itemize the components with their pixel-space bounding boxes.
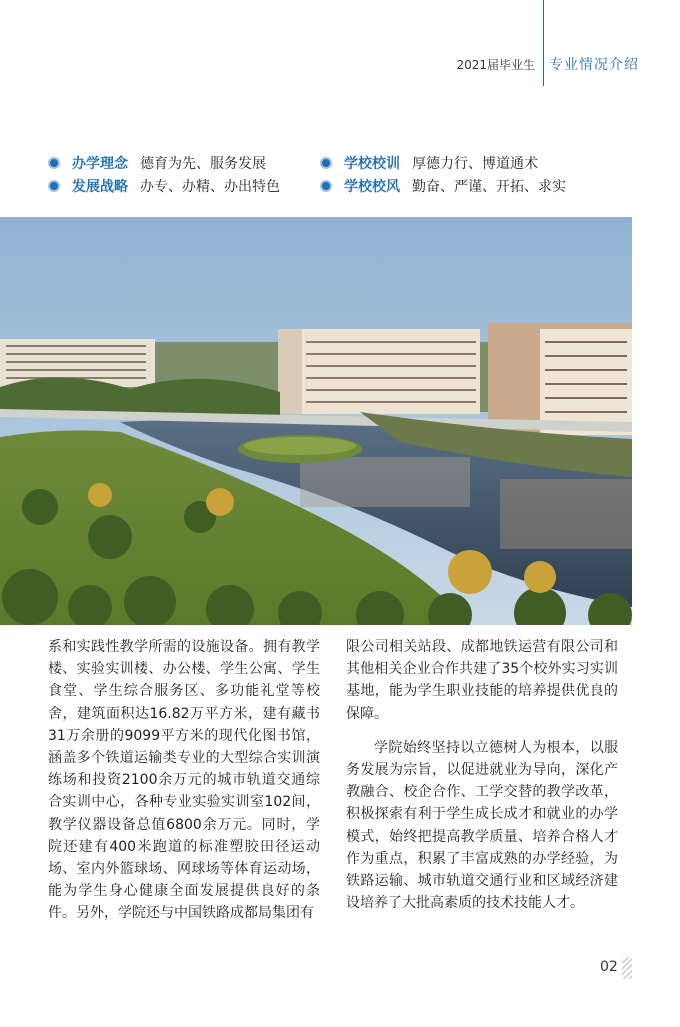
- motto-value: 厚德力行、博道通术: [412, 156, 538, 172]
- motto-value: 办专、办精、办出特色: [140, 179, 280, 195]
- motto-key: 学校校训: [344, 156, 400, 172]
- campus-photo: [0, 217, 632, 625]
- bullet-icon: [320, 157, 332, 169]
- bullet-icon: [320, 180, 332, 192]
- motto-item: [48, 176, 280, 196]
- motto-item: [320, 153, 538, 173]
- motto-value: 勤奋、严谨、开拓、求实: [412, 179, 566, 195]
- motto-key: 发展战略: [72, 179, 128, 195]
- page-number: 02: [600, 959, 618, 975]
- header-section-title: 专业情况介绍: [549, 57, 639, 73]
- motto-key: 学校校风: [344, 179, 400, 195]
- body-paragraph: 学院始终坚持以立德树人为根本，以服务发展为宗旨，以促进就业为导向，深化产教融合、校企合作、工学交替的教学改革，积极探索有利于学生成长成才和就业的办学模式，始终把提高教学质量、培养合格人才作为重点，积累了丰富成熟的办学经验，为铁路运输、城市轨道交通行业和区域经济建设培养了大批高素质的技术技能人才。: [346, 739, 618, 912]
- body-text-left-column: 系和实践性教学所需的设施设备。拥有教学楼、实验实训楼、办公楼、学生公寓、学生食堂、学生综合服务区、多功能礼堂等校舍，建筑面积达16.82万平方米，建有藏书31万余册的9099平方米的现代化图书馆，涵盖多个铁道运输类专业的大型综合实训演练场和投资2100余万元的城市轨道交通综合实训中心，各种专业实验实训室102间，教学仪器设备总值6800余万元。同时，学院还建有400米跑道的标准塑胶田径运动场、室内外篮球场、网球场等体育运动场，能为学生身心健康全面发展提供良好的条件。另外，学院还与中国铁路成都局集团有: [48, 639, 320, 922]
- motto-key: 办学理念: [72, 156, 128, 172]
- motto-item: [320, 176, 566, 196]
- body-text-right-column: [346, 636, 618, 914]
- bullet-icon: [48, 157, 60, 169]
- header-divider: [543, 0, 544, 86]
- header-year-label: 2021届毕业生: [456, 58, 535, 72]
- motto-item: [48, 153, 266, 173]
- page-number-decoration: [622, 957, 632, 979]
- motto-value: 德育为先、服务发展: [140, 156, 266, 172]
- bullet-icon: [48, 180, 60, 192]
- body-paragraph: 限公司相关站段、成都地铁运营有限公司和其他相关企业合作共建了35个校外实习实训基地，能为学生职业技能的培养提供优良的保障。: [346, 639, 618, 722]
